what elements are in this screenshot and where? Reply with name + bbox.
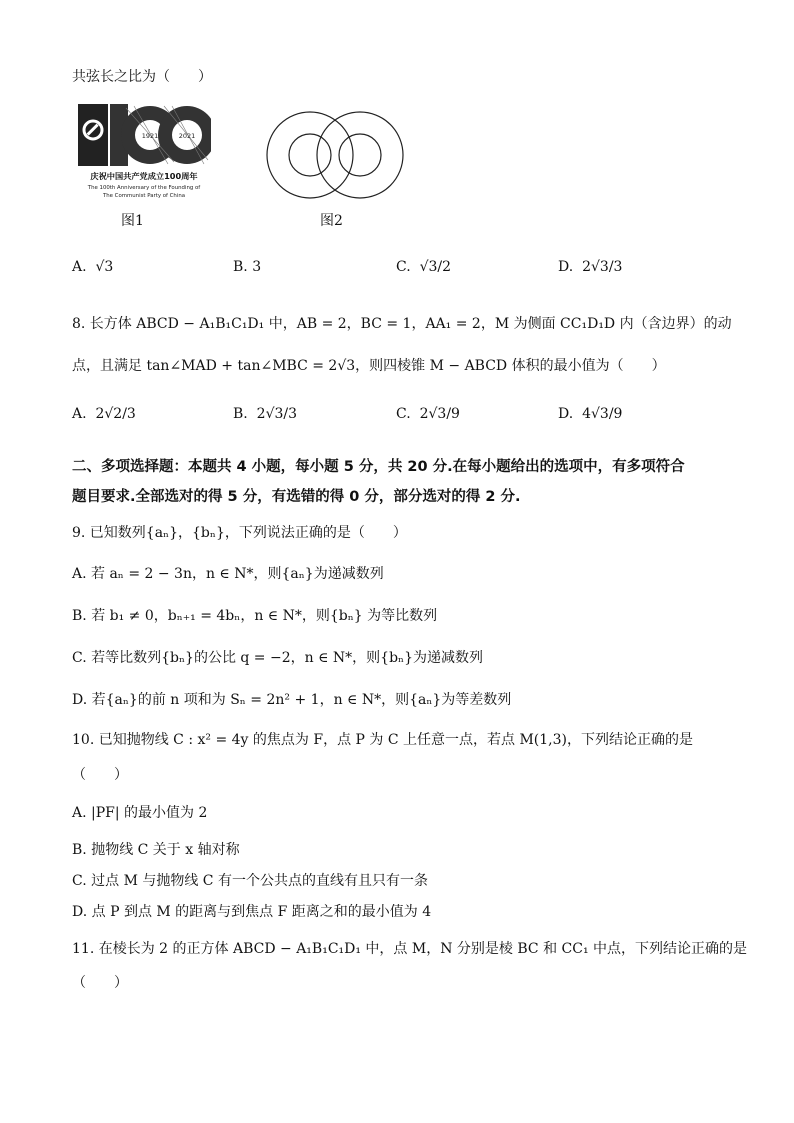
circles-figure bbox=[264, 110, 406, 200]
q8-option-b: B. 2√3/3 bbox=[233, 406, 298, 422]
logo-cn-text: 庆祝中国共产党成立100周年 bbox=[90, 171, 198, 181]
fig2-caption: 图2 bbox=[320, 213, 343, 229]
q10-option-a: A. |PF| 的最小值为 2 bbox=[72, 805, 208, 821]
q8-line2: 点，且满足 tan∠MAD + tan∠MBC = 2√3，则四棱锥 M − ABCD 体积的最小值为（ ） bbox=[72, 358, 666, 374]
q9-option-a: A. 若 aₙ = 2 − 3n，n ∈ N*，则{aₙ}为递减数列 bbox=[72, 566, 384, 582]
q7-option-a: A. √3 bbox=[72, 259, 114, 275]
q7-tail: 共弦长之比为（ ） bbox=[72, 69, 212, 85]
q9-option-c: C. 若等比数列{bₙ}的公比 q = −2，n ∈ N*，则{bₙ}为递减数列 bbox=[72, 650, 483, 666]
fig1-caption: 图1 bbox=[121, 213, 144, 229]
logo-en-line1: The 100th Anniversary of the Founding of bbox=[87, 185, 201, 191]
section2-line1: 二、多项选择题：本题共 4 小题，每小题 5 分，共 20 分.在每小题给出的选项中，有多项符合 bbox=[72, 459, 685, 475]
q9-stem: 9. 已知数列{aₙ}，{bₙ}，下列说法正确的是（ ） bbox=[72, 525, 407, 541]
q7-option-d: D. 2√3/3 bbox=[558, 259, 623, 275]
q11-paren: （ ） bbox=[72, 975, 128, 991]
logo-en-line2: The Communist Party of China bbox=[102, 193, 186, 199]
q10-option-b: B. 抛物线 C 关于 x 轴对称 bbox=[72, 842, 240, 858]
q9-option-b: B. 若 b₁ ≠ 0，bₙ₊₁ = 4bₙ，n ∈ N*，则{bₙ} 为等比数列 bbox=[72, 608, 438, 624]
q8-option-a: A. 2√2/3 bbox=[72, 406, 136, 422]
q7-option-b: B. 3 bbox=[233, 259, 262, 275]
logo-year-right: 2021 bbox=[178, 132, 196, 140]
q10-option-d: D. 点 P 到点 M 的距离与到焦点 F 距离之和的最小值为 4 bbox=[72, 904, 432, 920]
q11-stem: 11. 在棱长为 2 的正方体 ABCD − A₁B₁C₁D₁ 中，点 M，N 分别是棱 BC 和 CC₁ 中点，下列结论正确的是 bbox=[72, 941, 748, 957]
q9-option-d: D. 若{aₙ}的前 n 项和为 Sₙ = 2n² + 1，n ∈ N*，则{aₙ}为等差数列 bbox=[72, 692, 512, 708]
q10-stem: 10. 已知抛物线 C : x² = 4y 的焦点为 F，点 P 为 C 上任意一点，若点 M(1,3)，下列结论正确的是 bbox=[72, 732, 693, 748]
q8-option-d: D. 4√3/9 bbox=[558, 406, 623, 422]
q8-option-c: C. 2√3/9 bbox=[396, 406, 460, 422]
logo-year-left: 1921 bbox=[141, 132, 159, 140]
centenary-logo-figure bbox=[76, 100, 211, 200]
q7-option-c: C. √3/2 bbox=[396, 259, 452, 275]
section2-line2: 题目要求.全部选对的得 5 分，有选错的得 0 分，部分选对的得 2 分. bbox=[72, 489, 521, 505]
q8-line1: 8. 长方体 ABCD − A₁B₁C₁D₁ 中，AB = 2，BC = 1，AA₁ = 2，M 为侧面 CC₁D₁D 内（含边界）的动 bbox=[72, 316, 732, 332]
q10-paren: （ ） bbox=[72, 767, 128, 783]
q10-option-c: C. 过点 M 与抛物线 C 有一个公共点的直线有且只有一条 bbox=[72, 873, 428, 889]
